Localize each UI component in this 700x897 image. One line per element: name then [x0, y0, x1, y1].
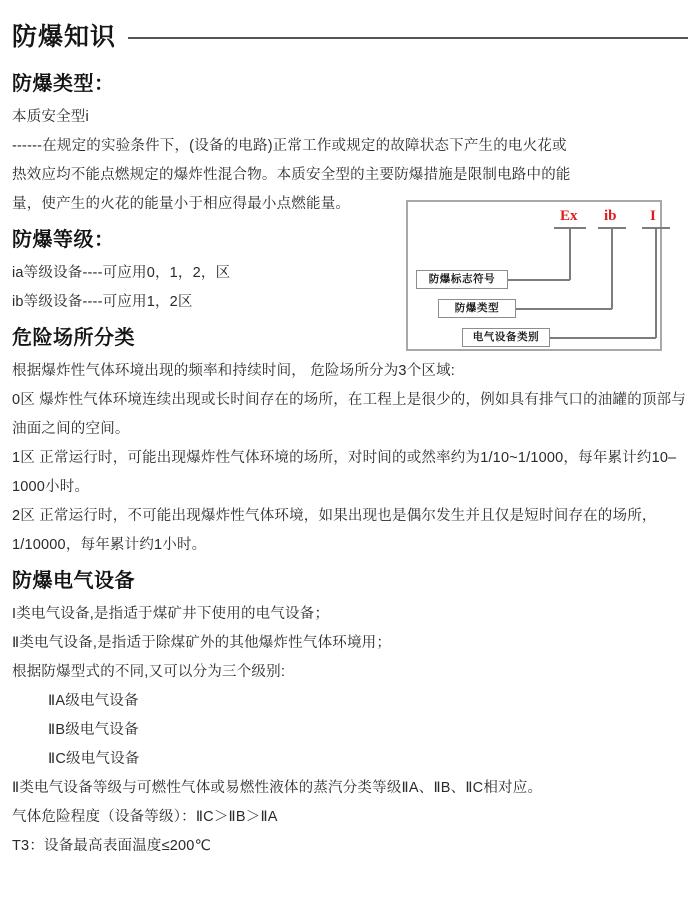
leader-ex-horizontal — [508, 279, 570, 281]
type-line-2: 热效应均不能点燃规定的爆炸性混合物。本质安全型的主要防爆措施是限制电路中的能 — [12, 167, 571, 183]
type-line-1: ------在规定的实验条件下，(设备的电路)正常工作或规定的故障状态下产生的电火花或 — [12, 138, 567, 154]
leader-ib-vertical — [611, 227, 613, 309]
hazard-zone-2: 2区 正常运行时，不可能出现爆炸性气体环境，如果出现也是偶尔发生并且仅是短时间存在的场所，1/10000，每年累计约1小时。 — [12, 508, 657, 553]
equipment-line-subdivision: 根据防爆型式的不同,又可以分为三个级别: — [12, 664, 286, 680]
grade-line-ia: ia等级设备----可应用0，1，2，区 — [12, 265, 231, 281]
section-heading-explosion-proof-type: 防爆类型： — [12, 73, 115, 95]
marking-code-ex: Ex — [560, 208, 578, 224]
hazard-zone-0: 0区 爆炸性气体环境连续出现或长时间存在的场所，在工程上是很少的，例如具有排气口的油罐的顶部与油面之间的空间。 — [12, 392, 686, 437]
leader-ex-vertical — [569, 227, 571, 280]
section-heading-hazardous-area-classification: 危险场所分类 — [12, 327, 135, 349]
equipment-line-class-i: I类电气设备,是指适于煤矿井下使用的电气设备； — [12, 606, 330, 622]
diagram-label-mark-symbol: 防爆标志符号 — [416, 270, 508, 289]
title-divider — [128, 37, 688, 39]
equipment-line-class-ii: Ⅱ类电气设备,是指适于除煤矿外的其他爆炸性气体环境用； — [12, 635, 392, 651]
diagram-label-protection-type: 防爆类型 — [438, 299, 516, 318]
equipment-grade-iib: ⅡB级电气设备 — [48, 722, 139, 738]
marking-code-ib: ib — [604, 208, 617, 224]
grade-line-ib: ib等级设备----可应用1，2区 — [12, 294, 193, 310]
leader-group-horizontal — [550, 337, 656, 339]
type-line-0: 本质安全型i — [12, 109, 89, 125]
document-header — [12, 0, 690, 60]
page-title: 防爆知识 — [12, 22, 117, 51]
equipment-note-temperature-class: T3：设备最高表面温度≤200℃ — [12, 838, 212, 854]
equipment-grade-iia: ⅡA级电气设备 — [48, 693, 139, 709]
equipment-note-correspondence: Ⅱ类电气设备等级与可燃性气体或易燃性液体的蒸汽分类等级ⅡA、ⅡB、ⅡC相对应。 — [12, 780, 543, 796]
ex-marking-diagram — [406, 200, 662, 351]
diagram-label-equipment-category: 电气设备类别 — [462, 328, 550, 347]
leader-ib-horizontal — [516, 308, 612, 310]
equipment-grade-iic: ⅡC级电气设备 — [48, 751, 140, 767]
section-heading-explosion-proof-equipment: 防爆电气设备 — [12, 570, 135, 592]
section-heading-explosion-proof-grade: 防爆等级： — [12, 229, 115, 251]
hazard-zone-1: 1区 正常运行时，可能出现爆炸性气体环境的场所，对时间的或然率约为1/10~1/1000，每年累计约10–1000小时。 — [12, 450, 677, 495]
marking-code-group: I — [650, 208, 656, 224]
equipment-note-gas-hazard-order: 气体危险程度（设备等级）：ⅡC＞ⅡB＞ⅡA — [12, 809, 278, 825]
type-line-3: 量，使产生的火花的能量小于相应得最小点燃能量。 — [12, 196, 351, 212]
leader-group-vertical — [655, 227, 657, 338]
hazard-intro: 根据爆炸性气体环境出现的频率和持续时间， 危险场所分为3个区域: — [12, 363, 456, 379]
